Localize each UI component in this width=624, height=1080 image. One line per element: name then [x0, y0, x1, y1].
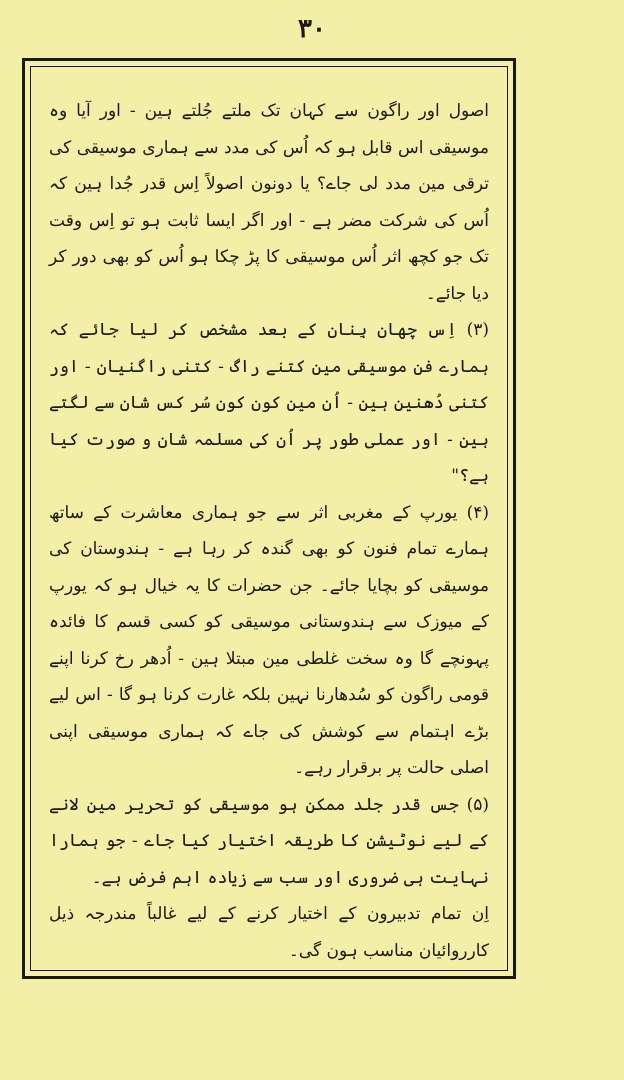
- page-number: ۳۰: [298, 14, 326, 44]
- text-frame: [30, 66, 508, 971]
- paragraph-point-4: (۴) یورپ کے مغربی اثر سے جو ہماری معاشرت کے ساتھ ہمارے تمام فنون کو بھی گندہ کر رہا ہے - ہندوستان کی موسیقی کو بچایا جائے۔ جن حضرات کا یہ خیال ہو کہ یورپ کے میوزک سے ہندوستانی موسیقی کو کسی قسم کا فائدہ پہونچے گا وہ سخت غلطی مین مبتلا ہین - اُدھر رخ کرنا اپنے قومی راگون کو سُدھارنا نہین بلکہ غارت کرنا ہو گا - اس لیے بڑے اہتمام سے کوشش کی جاے کہ ہماری موسیقی اپنی اصلی حالت پر برقرار رہے۔: [49, 502, 489, 778]
- paragraph-point-3: (۳) اِس چھان بِنان کے بعد مشخص کر لیا جائے کہ ہمارے فن موسیقی مین کتنے راگ - کتنی راگنیان - اور کتنی دُھنین ہین - اُن مین کون کون سُر کس شان سے لگتے ہین - اور عملی طور پر اُن کی مسلمہ شان و صورت کیا ہے؟": [49, 320, 489, 486]
- page-border: [22, 58, 516, 979]
- paragraph-continued: اصول اور راگون سے کہان تک ملتے جُلتے ہین - اور آیا وہ موسیقی اس قابل ہو کہ اُس کی مدد سے ہماری موسیقی کی ترقی مین مدد لی جاے؟ یا دونون اصولاً اِس قدر جُدا ہین کہ اُس کی شرکت مضر ہے - اور اگر ایسا ثابت ہو تو اِس وقت تک جو کچھ اثر اُس موسیقی کا پڑ چکا ہو اُس کو بھی دور کر دیا جائے۔: [49, 101, 489, 304]
- paragraph-closing: اِن تمام تدبیرون کے اختیار کرنے کے لیے غالباً مندرجہ ذیل کارروائیان مناسب ہون گی۔: [49, 904, 489, 961]
- paragraph-point-5: (۵) جس قدر جلد ممکن ہو موسیقی کو تحریر مین لانے کے لیے نوٹیشن کا طریقہ اختیار کیا جاے - جو ہمارا نہایت ہی ضروری اور سب سے زیادہ اہم فرض ہے۔: [49, 794, 489, 888]
- body-text: [49, 93, 489, 969]
